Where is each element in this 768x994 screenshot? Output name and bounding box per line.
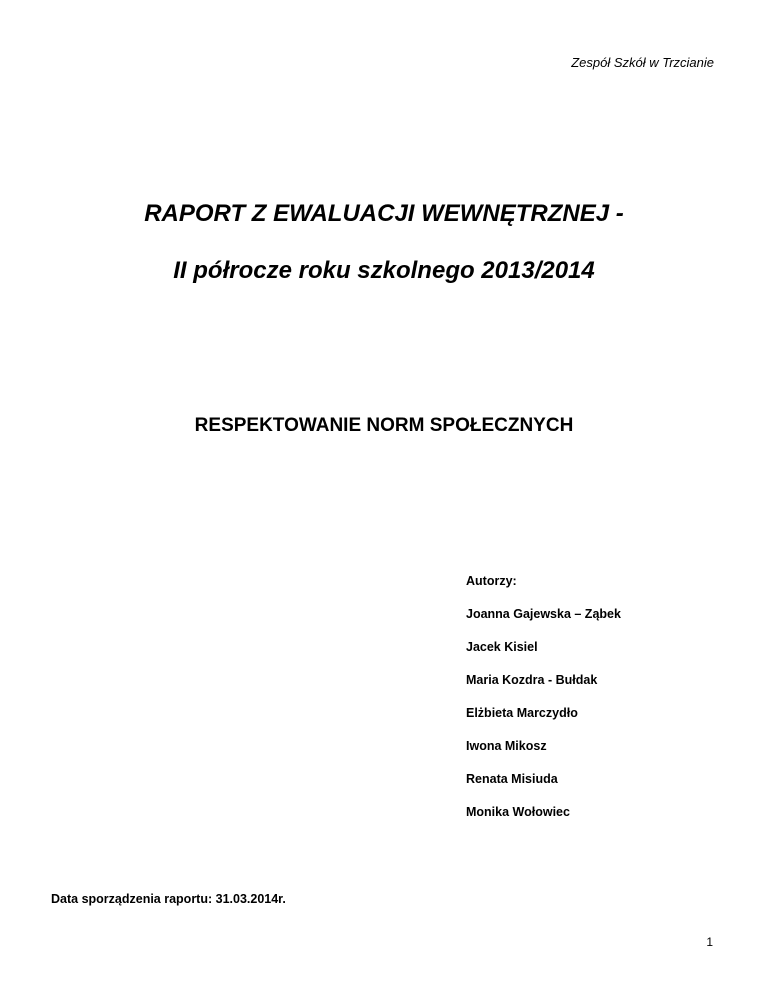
- author-name: Iwona Mikosz: [466, 739, 547, 753]
- authors-block: [466, 573, 726, 837]
- report-title-line-2: II półrocze roku szkolnego 2013/2014: [173, 257, 595, 284]
- author-name: Monika Wołowiec: [466, 805, 570, 819]
- author-name: Elżbieta Marczydło: [466, 706, 578, 720]
- author-name: Joanna Gajewska – Ząbek: [466, 607, 621, 621]
- authors-heading: Autorzy:: [466, 574, 517, 588]
- report-subject: RESPEKTOWANIE NORM SPOŁECZNYCH: [194, 415, 574, 436]
- author-name: Renata Misiuda: [466, 772, 558, 786]
- report-title-line-1: RAPORT Z EWALUACJI WEWNĘTRZNEJ -: [144, 200, 624, 227]
- author-name: Jacek Kisiel: [466, 640, 538, 654]
- school-name: Zespół Szkół w Trzcianie: [571, 55, 714, 70]
- report-date: Data sporządzenia raportu: 31.03.2014r.: [51, 892, 286, 906]
- page-number: 1: [706, 935, 713, 949]
- author-name: Maria Kozdra - Bułdak: [466, 673, 598, 687]
